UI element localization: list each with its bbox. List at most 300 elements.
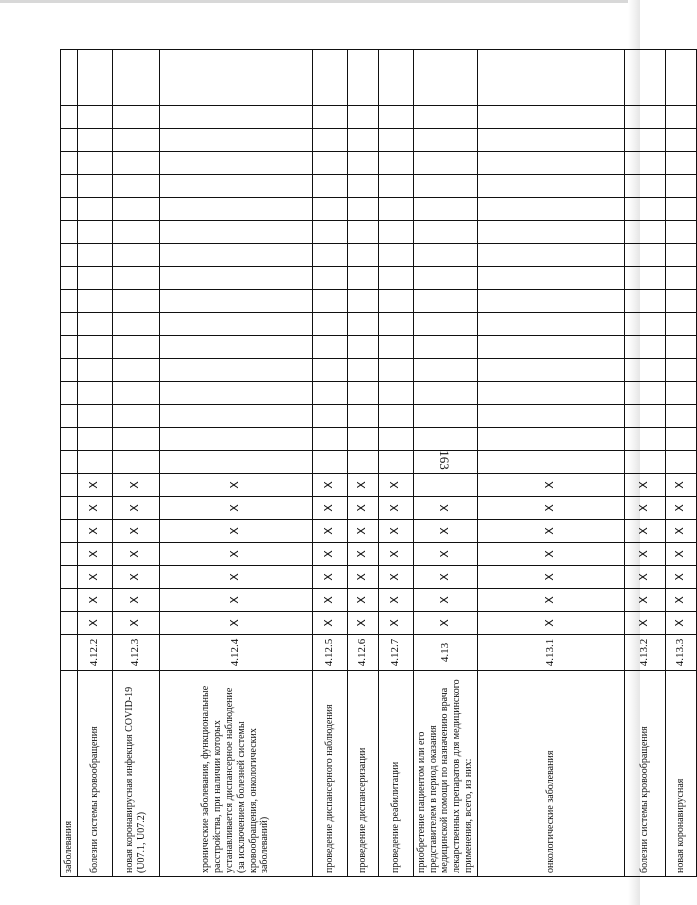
x-mark-cell: X — [477, 520, 624, 543]
x-mark-cell: X — [378, 520, 413, 543]
empty-cell — [159, 405, 312, 428]
x-mark-cell: X — [378, 589, 413, 612]
empty-cell — [378, 382, 413, 405]
empty-cell — [477, 405, 624, 428]
x-mark-cell: X — [477, 612, 624, 635]
x-mark-cell — [413, 474, 477, 497]
empty-cell — [112, 359, 159, 382]
x-mark-cell: X — [159, 520, 312, 543]
empty-cell — [665, 290, 696, 313]
row-label: хронические заболевания, функциональные расстройства, при наличии которых устанавливается диспансерное наблюдение (за исключением болезней системы кровообращения, онкологических заболеваний) — [159, 671, 312, 877]
x-mark-cell: X — [347, 520, 378, 543]
empty-cell — [112, 198, 159, 221]
x-mark-cell: X — [312, 566, 347, 589]
empty-cell — [77, 428, 112, 451]
x-mark-cell: X — [413, 612, 477, 635]
empty-cell — [347, 336, 378, 359]
empty-cell — [413, 336, 477, 359]
empty-cell — [413, 152, 477, 175]
empty-cell — [159, 198, 312, 221]
empty-cell — [159, 382, 312, 405]
empty-cell — [665, 267, 696, 290]
empty-cell — [347, 313, 378, 336]
x-mark-cell: X — [159, 543, 312, 566]
row-label: проведение диспансерного наблюдения — [312, 671, 347, 877]
empty-cell — [312, 50, 347, 106]
x-mark-cell: X — [77, 543, 112, 566]
empty-cell — [312, 106, 347, 129]
empty-cell — [378, 359, 413, 382]
empty-cell — [61, 336, 78, 359]
empty-cell — [77, 152, 112, 175]
empty-cell — [77, 382, 112, 405]
table-row — [378, 50, 413, 877]
table-row — [347, 50, 378, 877]
empty-cell — [112, 50, 159, 106]
row-code: 4.13.2 — [624, 635, 665, 671]
empty-cell — [112, 313, 159, 336]
x-mark-cell: X — [312, 612, 347, 635]
empty-cell — [61, 451, 78, 474]
row-code: 4.13 — [413, 635, 477, 671]
empty-cell — [112, 336, 159, 359]
row-code: 4.12.3 — [112, 635, 159, 671]
empty-cell — [665, 382, 696, 405]
empty-cell — [665, 405, 696, 428]
empty-cell — [665, 129, 696, 152]
empty-cell — [159, 451, 312, 474]
empty-cell — [112, 221, 159, 244]
empty-cell — [61, 198, 78, 221]
empty-cell — [347, 129, 378, 152]
empty-cell — [378, 152, 413, 175]
empty-cell — [112, 152, 159, 175]
x-mark-cell: X — [477, 589, 624, 612]
empty-cell — [347, 198, 378, 221]
empty-cell — [61, 359, 78, 382]
empty-cell — [77, 106, 112, 129]
empty-cell — [624, 405, 665, 428]
x-mark-cell: X — [312, 589, 347, 612]
x-mark-cell: X — [112, 589, 159, 612]
x-mark-cell — [61, 566, 78, 589]
x-mark-cell: X — [112, 474, 159, 497]
empty-cell — [378, 244, 413, 267]
empty-cell — [61, 50, 78, 106]
empty-cell — [312, 405, 347, 428]
empty-cell — [77, 359, 112, 382]
row-code: 4.13.1 — [477, 635, 624, 671]
empty-cell — [665, 50, 696, 106]
empty-cell — [665, 106, 696, 129]
empty-cell — [77, 405, 112, 428]
x-mark-cell: X — [378, 497, 413, 520]
x-mark-cell — [61, 497, 78, 520]
empty-cell — [477, 451, 624, 474]
statistics-table — [60, 49, 697, 877]
x-mark-cell: X — [159, 612, 312, 635]
empty-cell — [61, 428, 78, 451]
row-label: новая коронавирусная — [665, 671, 696, 877]
empty-cell — [624, 382, 665, 405]
empty-cell — [624, 359, 665, 382]
empty-cell — [159, 244, 312, 267]
empty-cell — [159, 106, 312, 129]
empty-cell — [624, 175, 665, 198]
empty-cell — [413, 313, 477, 336]
table-row — [77, 50, 112, 877]
empty-cell — [61, 175, 78, 198]
empty-cell — [312, 267, 347, 290]
table-row — [159, 50, 312, 877]
empty-cell — [665, 244, 696, 267]
x-mark-cell: X — [347, 589, 378, 612]
empty-cell — [77, 451, 112, 474]
empty-cell — [624, 221, 665, 244]
x-mark-cell: X — [477, 566, 624, 589]
empty-cell — [159, 221, 312, 244]
x-mark-cell: X — [624, 520, 665, 543]
empty-cell — [413, 50, 477, 106]
empty-cell — [665, 359, 696, 382]
table-row — [624, 50, 665, 877]
x-mark-cell: X — [413, 520, 477, 543]
empty-cell — [624, 267, 665, 290]
empty-cell — [624, 129, 665, 152]
empty-cell — [378, 175, 413, 198]
x-mark-cell: X — [378, 474, 413, 497]
empty-cell — [413, 382, 477, 405]
x-mark-cell: X — [477, 474, 624, 497]
empty-cell — [378, 451, 413, 474]
empty-cell — [665, 221, 696, 244]
empty-cell — [347, 244, 378, 267]
empty-cell — [112, 382, 159, 405]
row-code: 4.12.5 — [312, 635, 347, 671]
table-row — [312, 50, 347, 877]
table-row — [665, 50, 696, 877]
x-mark-cell: X — [665, 520, 696, 543]
empty-cell — [347, 106, 378, 129]
empty-cell — [665, 336, 696, 359]
row-label: новая коронавирусная инфекция COVID-19 (U07.1, U07.2) — [112, 671, 159, 877]
empty-cell — [413, 175, 477, 198]
x-mark-cell: X — [665, 589, 696, 612]
empty-cell — [477, 336, 624, 359]
empty-cell — [477, 267, 624, 290]
x-mark-cell: X — [624, 497, 665, 520]
x-mark-cell — [61, 520, 78, 543]
empty-cell — [413, 198, 477, 221]
x-mark-cell: X — [312, 474, 347, 497]
x-mark-cell: X — [477, 497, 624, 520]
x-mark-cell: X — [347, 497, 378, 520]
x-mark-cell: X — [347, 474, 378, 497]
empty-cell — [112, 244, 159, 267]
x-mark-cell: X — [77, 566, 112, 589]
empty-cell — [347, 428, 378, 451]
x-mark-cell — [61, 612, 78, 635]
empty-cell — [413, 267, 477, 290]
empty-cell — [413, 428, 477, 451]
x-mark-cell: X — [77, 497, 112, 520]
empty-cell — [347, 152, 378, 175]
x-mark-cell: X — [413, 566, 477, 589]
x-mark-cell: X — [77, 520, 112, 543]
empty-cell — [378, 313, 413, 336]
empty-cell — [77, 129, 112, 152]
empty-cell — [413, 290, 477, 313]
x-mark-cell: X — [347, 612, 378, 635]
empty-cell — [61, 221, 78, 244]
empty-cell — [477, 175, 624, 198]
row-label: проведение диспансеризации — [347, 671, 378, 877]
x-mark-cell: X — [378, 543, 413, 566]
empty-cell — [77, 313, 112, 336]
empty-cell — [77, 267, 112, 290]
row-code: 4.12.7 — [378, 635, 413, 671]
x-mark-cell: X — [624, 543, 665, 566]
row-label: болезни системы кровообращения — [624, 671, 665, 877]
empty-cell — [477, 428, 624, 451]
empty-cell — [624, 290, 665, 313]
empty-cell — [378, 336, 413, 359]
empty-cell — [347, 221, 378, 244]
empty-cell — [77, 336, 112, 359]
x-mark-cell: X — [77, 474, 112, 497]
empty-cell — [347, 267, 378, 290]
empty-cell — [312, 244, 347, 267]
empty-cell — [413, 244, 477, 267]
x-mark-cell — [61, 474, 78, 497]
empty-cell — [112, 129, 159, 152]
row-label: онкологические заболевания — [477, 671, 624, 877]
x-mark-cell: X — [624, 474, 665, 497]
x-mark-cell: X — [665, 474, 696, 497]
empty-cell — [665, 313, 696, 336]
empty-cell — [312, 129, 347, 152]
empty-cell — [312, 336, 347, 359]
x-mark-cell: X — [112, 497, 159, 520]
empty-cell — [159, 175, 312, 198]
x-mark-cell: X — [77, 589, 112, 612]
empty-cell — [77, 50, 112, 106]
empty-cell — [312, 428, 347, 451]
table-row — [477, 50, 624, 877]
empty-cell — [378, 405, 413, 428]
empty-cell — [112, 451, 159, 474]
empty-cell — [477, 313, 624, 336]
empty-cell — [347, 359, 378, 382]
x-mark-cell: X — [112, 520, 159, 543]
empty-cell — [159, 313, 312, 336]
rotated-table-frame — [60, 49, 697, 877]
empty-cell — [312, 359, 347, 382]
empty-cell — [159, 290, 312, 313]
x-mark-cell: X — [413, 497, 477, 520]
x-mark-cell: X — [112, 543, 159, 566]
empty-cell — [477, 50, 624, 106]
empty-cell — [61, 106, 78, 129]
x-mark-cell: X — [347, 566, 378, 589]
x-mark-cell: X — [347, 543, 378, 566]
x-mark-cell: X — [477, 543, 624, 566]
empty-cell — [477, 359, 624, 382]
empty-cell — [477, 382, 624, 405]
empty-cell — [312, 221, 347, 244]
row-label: болезни системы кровообращения — [77, 671, 112, 877]
empty-cell — [378, 50, 413, 106]
empty-cell — [665, 451, 696, 474]
row-code — [61, 635, 78, 671]
empty-cell — [347, 175, 378, 198]
empty-cell — [477, 290, 624, 313]
empty-cell — [378, 198, 413, 221]
empty-cell — [378, 129, 413, 152]
empty-cell — [665, 428, 696, 451]
empty-cell — [112, 175, 159, 198]
empty-cell — [347, 405, 378, 428]
x-mark-cell: X — [624, 612, 665, 635]
row-code: 4.12.2 — [77, 635, 112, 671]
empty-cell — [312, 451, 347, 474]
x-mark-cell: X — [159, 497, 312, 520]
row-code: 4.12.6 — [347, 635, 378, 671]
empty-cell — [112, 267, 159, 290]
empty-cell — [413, 451, 477, 474]
table-row — [112, 50, 159, 877]
x-mark-cell: X — [112, 566, 159, 589]
x-mark-cell: X — [159, 474, 312, 497]
empty-cell — [159, 129, 312, 152]
empty-cell — [413, 106, 477, 129]
scan-edge-top — [0, 0, 640, 3]
empty-cell — [77, 290, 112, 313]
x-mark-cell: X — [312, 520, 347, 543]
x-mark-cell — [61, 589, 78, 612]
x-mark-cell: X — [665, 543, 696, 566]
empty-cell — [77, 198, 112, 221]
x-mark-cell: X — [312, 543, 347, 566]
empty-cell — [347, 382, 378, 405]
empty-cell — [378, 267, 413, 290]
empty-cell — [312, 175, 347, 198]
x-mark-cell: X — [665, 612, 696, 635]
x-mark-cell: X — [159, 566, 312, 589]
x-mark-cell: X — [378, 566, 413, 589]
x-mark-cell: X — [112, 612, 159, 635]
empty-cell — [159, 359, 312, 382]
row-label: приобретение пациентом или его представителем в период оказания медицинской помощи по назначению врача лекарственных препаратов для медицинского применения, всего, из них: — [413, 671, 477, 877]
empty-cell — [159, 267, 312, 290]
empty-cell — [624, 198, 665, 221]
empty-cell — [61, 290, 78, 313]
x-mark-cell: X — [159, 589, 312, 612]
empty-cell — [477, 129, 624, 152]
row-label: заболевания — [61, 671, 78, 877]
empty-cell — [61, 382, 78, 405]
empty-cell — [624, 336, 665, 359]
empty-cell — [347, 50, 378, 106]
empty-cell — [624, 428, 665, 451]
x-mark-cell: X — [624, 589, 665, 612]
empty-cell — [477, 221, 624, 244]
x-mark-cell: X — [665, 497, 696, 520]
empty-cell — [378, 106, 413, 129]
empty-cell — [378, 290, 413, 313]
empty-cell — [112, 405, 159, 428]
empty-cell — [77, 221, 112, 244]
empty-cell — [312, 290, 347, 313]
empty-cell — [413, 221, 477, 244]
empty-cell — [312, 198, 347, 221]
x-mark-cell: X — [312, 497, 347, 520]
empty-cell — [378, 221, 413, 244]
empty-cell — [112, 290, 159, 313]
empty-cell — [61, 313, 78, 336]
empty-cell — [477, 152, 624, 175]
empty-cell — [159, 428, 312, 451]
empty-cell — [112, 428, 159, 451]
row-code: 4.13.3 — [665, 635, 696, 671]
empty-cell — [159, 336, 312, 359]
empty-cell — [159, 152, 312, 175]
x-mark-cell: X — [77, 612, 112, 635]
row-code: 4.12.4 — [159, 635, 312, 671]
empty-cell — [624, 106, 665, 129]
empty-cell — [477, 198, 624, 221]
empty-cell — [312, 152, 347, 175]
empty-cell — [347, 451, 378, 474]
x-mark-cell: X — [624, 566, 665, 589]
empty-cell — [477, 106, 624, 129]
empty-cell — [665, 198, 696, 221]
empty-cell — [477, 244, 624, 267]
empty-cell — [112, 106, 159, 129]
x-mark-cell: X — [665, 566, 696, 589]
empty-cell — [624, 50, 665, 106]
page-number: 163 — [437, 450, 452, 470]
empty-cell — [347, 290, 378, 313]
empty-cell — [61, 152, 78, 175]
table-row — [61, 50, 78, 877]
empty-cell — [624, 152, 665, 175]
x-mark-cell: X — [413, 543, 477, 566]
row-label: проведение реабилитации — [378, 671, 413, 877]
empty-cell — [378, 428, 413, 451]
x-mark-cell: X — [413, 589, 477, 612]
table-row — [413, 50, 477, 877]
empty-cell — [77, 175, 112, 198]
empty-cell — [665, 175, 696, 198]
empty-cell — [61, 405, 78, 428]
empty-cell — [312, 313, 347, 336]
empty-cell — [77, 244, 112, 267]
empty-cell — [159, 50, 312, 106]
empty-cell — [624, 244, 665, 267]
empty-cell — [413, 405, 477, 428]
empty-cell — [61, 129, 78, 152]
x-mark-cell: X — [378, 612, 413, 635]
empty-cell — [624, 451, 665, 474]
empty-cell — [61, 267, 78, 290]
empty-cell — [312, 382, 347, 405]
empty-cell — [624, 313, 665, 336]
empty-cell — [413, 129, 477, 152]
empty-cell — [61, 244, 78, 267]
empty-cell — [665, 152, 696, 175]
empty-cell — [413, 359, 477, 382]
